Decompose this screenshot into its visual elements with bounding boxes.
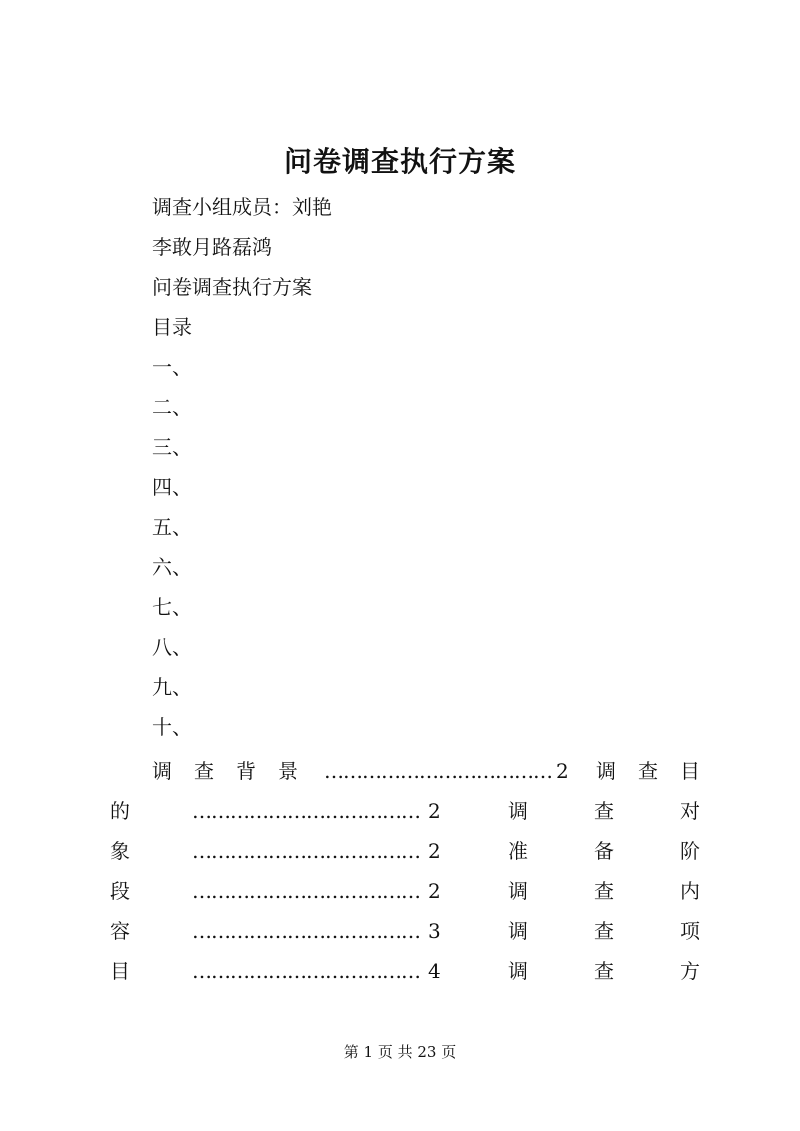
toc-row <box>110 916 700 946</box>
toc-char: 查 <box>194 759 214 783</box>
toc-char: 段 <box>110 879 130 903</box>
toc-numeral: 三、 <box>152 435 192 459</box>
toc-page-number: 4 <box>428 959 441 983</box>
toc-char: 调 <box>508 919 528 943</box>
document-title: 问卷调查执行方案 <box>283 145 516 178</box>
toc-leader-dots: ……………………………… <box>324 759 552 783</box>
toc-numeral: 六、 <box>152 555 192 579</box>
toc-char: 查 <box>594 879 614 903</box>
toc-char: 调 <box>508 879 528 903</box>
toc-char: 调 <box>508 959 528 983</box>
toc-leader-dots: ……………………………… <box>192 839 420 863</box>
toc-char: 背 <box>236 759 256 783</box>
toc-char: 查 <box>638 759 658 783</box>
toc-row <box>110 756 700 786</box>
toc-char: 查 <box>594 919 614 943</box>
toc-row <box>110 956 700 986</box>
toc-numeral: 四、 <box>152 475 192 499</box>
toc-char: 查 <box>594 799 614 823</box>
toc-row <box>110 836 700 866</box>
toc-char: 的 <box>110 799 130 823</box>
page-footer: 第 1 页 共 23 页 <box>343 1043 457 1061</box>
document-line: 调查小组成员：刘艳 <box>152 195 332 219</box>
toc-numeral: 五、 <box>152 515 192 539</box>
toc-char: 容 <box>110 919 130 943</box>
toc-char: 方 <box>680 959 700 983</box>
toc-char: 目 <box>680 759 700 783</box>
toc-numeral: 十、 <box>152 715 192 739</box>
toc-leader-dots: ……………………………… <box>192 879 420 903</box>
toc-row <box>110 796 700 826</box>
toc-char: 调 <box>152 759 172 783</box>
toc-char: 内 <box>680 879 700 903</box>
toc-leader-dots: ……………………………… <box>192 959 420 983</box>
toc-page-number: 2 <box>428 799 441 823</box>
toc-row <box>110 876 700 906</box>
toc-numeral: 八、 <box>152 635 192 659</box>
toc-char: 对 <box>680 799 700 823</box>
toc-char: 调 <box>596 759 616 783</box>
toc-char: 象 <box>110 839 130 863</box>
toc-char: 查 <box>594 959 614 983</box>
toc-page-number: 2 <box>556 759 569 783</box>
document-line: 李敢月路磊鸿 <box>152 235 272 259</box>
toc-numeral: 七、 <box>152 595 192 619</box>
document-line: 问卷调查执行方案 <box>152 275 312 299</box>
toc-char: 备 <box>594 839 614 863</box>
toc-page-number: 3 <box>428 919 441 943</box>
toc-numeral: 一、 <box>152 355 192 379</box>
toc-char: 项 <box>680 919 700 943</box>
toc-numeral: 九、 <box>152 675 192 699</box>
toc-heading: 目录 <box>152 315 192 339</box>
toc-page-number: 2 <box>428 879 441 903</box>
toc-char: 调 <box>508 799 528 823</box>
toc-leader-dots: ……………………………… <box>192 919 420 943</box>
toc-page-number: 2 <box>428 839 441 863</box>
toc-char: 目 <box>110 959 130 983</box>
toc-char: 阶 <box>680 839 700 863</box>
toc-numeral: 二、 <box>152 395 192 419</box>
toc-char: 景 <box>278 759 298 783</box>
toc-leader-dots: ……………………………… <box>192 799 420 823</box>
toc-char: 准 <box>508 839 528 863</box>
